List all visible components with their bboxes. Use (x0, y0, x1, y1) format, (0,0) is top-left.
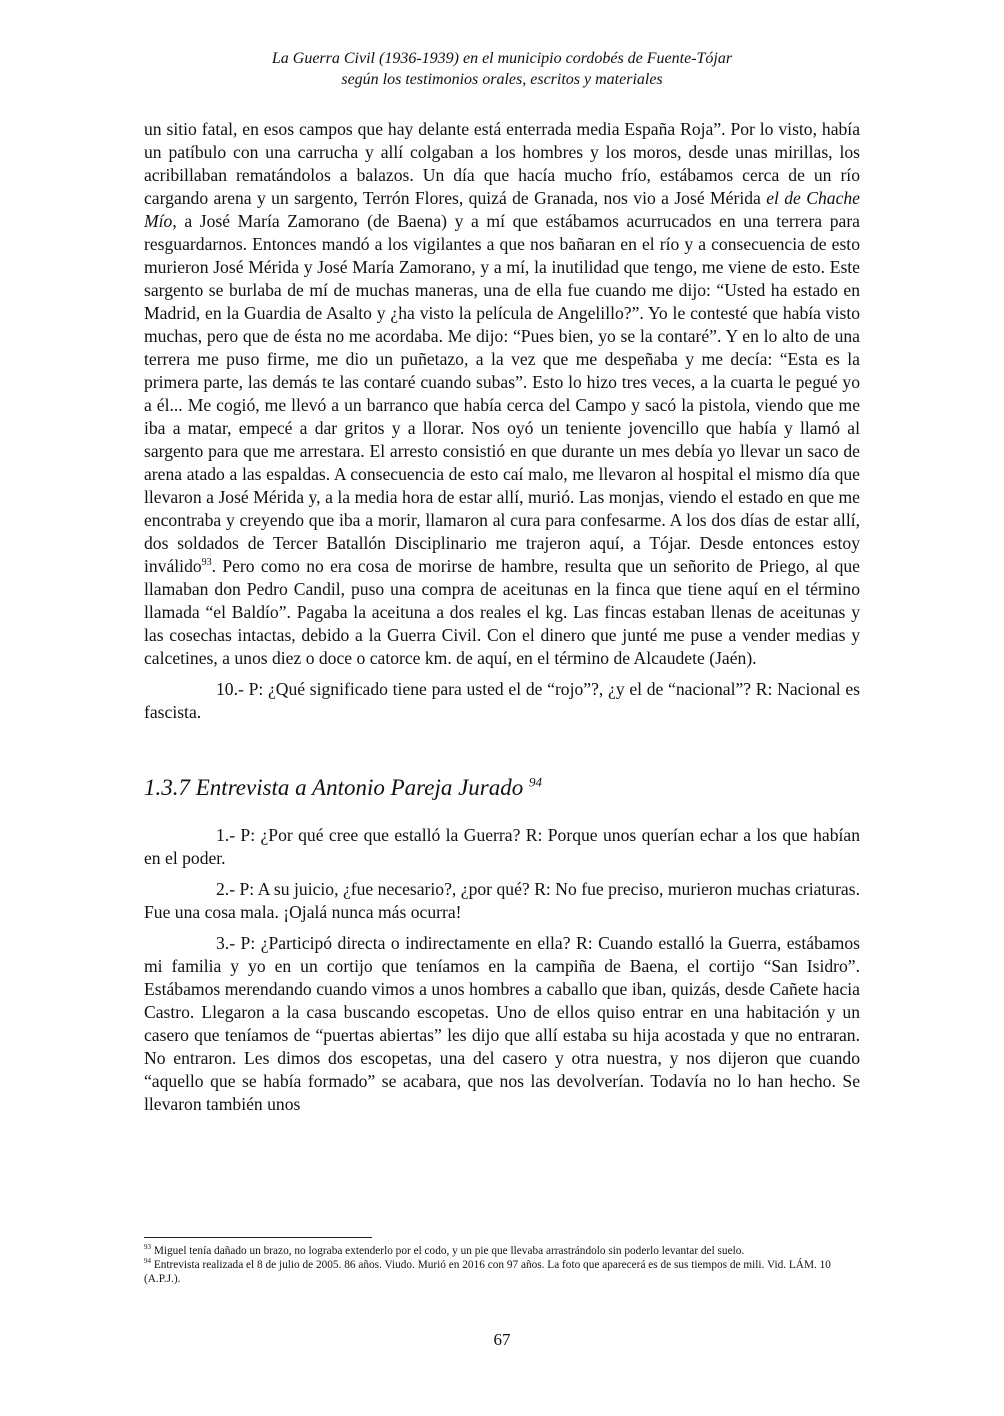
nickname-italic: el de Chache Mío (144, 188, 860, 231)
question-3: 3.- P: ¿Participó directa o indirectamente en ella? R: Cuando estalló la Guerra, estábamos mi familia y yo en un cortijo que teníamos en la campiña de Baena, el cortijo “San Isidro”. Estábamos merendando cuando vimos a unos hombres a caballo que iban, quizás, desde Cañete hacia Castro. Llegaron a la casa buscando escopetas. Uno de ellos quiso entrar en una habitación y un casero que teníamos de “puertas abiertas” les dijo que allí estaba su hija acostada y que no entraran. No entraron. Les dimos dos escopetas, una del casero y otra nuestra, y nos dijeron que cuando “aquello que se había formado” se acabara, que nos las devolverían. Todavía no lo han hecho. Se llevaron también unos (144, 933, 860, 1114)
interview-paragraph (144, 118, 860, 670)
running-header (0, 48, 1004, 90)
footnotes (144, 1244, 860, 1286)
question-2: 2.- P: A su juicio, ¿fue necesario?, ¿por qué? R: No fue preciso, murieron muchas criaturas. Fue una cosa mala. ¡Ojalá nunca más ocurra! (144, 879, 860, 922)
footnote-text: Entrevista realizada el 8 de julio de 2005. 86 años. Viudo. Murió en 2016 con 97 años. La foto que aparecerá es de sus tiempos de mili. Vid. LÁM. 10 (A.P.J.). (144, 1259, 831, 1285)
page-body (144, 118, 860, 1116)
paragraph-text-part2: , a José María Zamorano (de Baena) y a mí que estábamos acurrucados en una terrera para resguardarnos. Entonces mandó a los vigilantes a que nos bañaran en el río y a consecuencia de esto murieron José Mérida y José María Zamorano, y a mí, la inutilidad que tengo, me viene de esto. Este sargento se burlaba de mí de muchas maneras, una de ella fue cuando me dijo: “Usted ha estado en Madrid, en la Guardia de Asalto y ¿ha visto la película de Angelillo?”. Yo le contesté que había visto muchas, pero que de ésta no me acordaba. Me dijo: “Pues bien, yo se la contaré”. Y en lo alto de una terrera me puso firme, me dio un puñetazo, a la vez que me despeñaba y me decía: “Esta es la primera parte, las demás te las contaré cuando subas”. Esto lo hizo tres veces, a la cuarta le pegué yo a él... Me cogió, me llevó a un barranco que había cerca del Campo y sacó la pistola, viendo que me iba a matar, empecé a dar gritos y a llorar. Nos oyó un teniente jovencillo que había y llamó al sargento para que me arrestara. El arresto consistió en que durante un mes debía yo llevar un saco de arena atado a las espaldas. A consecuencia de esto caí malo, me llevaron al hospital el mismo día que llevaron a José Mérida y, a la media hora de estar allí, murió. Las monjas, viendo el estado en que me encontraba y creyendo que iba a morir, llamaron al cura para confesarme. A los dos días de estar allí, dos soldados de Tercer Batallón Disciplinario me trajeron aquí, a Tójar. Desde entonces estoy inválido (144, 211, 860, 576)
paragraph-text-part3: . Pero como no era cosa de morirse de hambre, resulta que un señorito de Priego, al que llamaban don Pedro Candil, puso una compra de aceitunas en la finca que tiene aquí en el término llamada “el Baldío”. Pagaba la aceituna a dos reales el kg. Las fincas estaban llenas de aceitunas y las cosechas intactas, debido a la Guerra Civil. Con el dinero que junté me puse a vender medias y calcetines, a unos diez o doce o catorce km. de aquí, en el término de Alcaudete (Jaén). (144, 556, 860, 668)
footnote-94 (144, 1258, 860, 1286)
header-title-line2: según los testimonios orales, escritos y materiales (341, 71, 663, 88)
footnote-number: 94 (144, 1257, 151, 1266)
footnote-93 (144, 1244, 860, 1258)
section-heading-text: 1.3.7 Entrevista a Antonio Pareja Jurado (144, 775, 524, 800)
question-10: 10.- P: ¿Qué significado tiene para usted el de “rojo”?, ¿y el de “nacional”? R: Nacional es fascista. (144, 679, 860, 722)
header-title-line1: La Guerra Civil (1936-1939) en el municipio cordobés de Fuente-Tójar (271, 50, 733, 67)
footnote-text: Miguel tenía dañado un brazo, no lograba extenderlo por el codo, y un pie que llevaba arrastrándolo sin poderlo levantar del suelo. (151, 1245, 745, 1257)
footnote-divider (144, 1237, 372, 1238)
question-1: 1.- P: ¿Por qué cree que estalló la Guerra? R: Porque unos querían echar a los que habían en el poder. (144, 825, 860, 868)
footnote-ref-94[interactable]: 94 (529, 774, 543, 790)
section-heading (144, 774, 860, 802)
paragraph-text-part1: un sitio fatal, en esos campos que hay delante está enterrada media España Roja”. Por lo visto, había un patíbulo con una carrucha y allí colgaban a los hombres y los moros, desde unas mirillas, los acribillaban rematándolos a balazos. Un día que hacía mucho frío, estábamos cerca de un río cargando arena y un sargento, Terrón Flores, quizá de Granada, nos vio a José Mérida (144, 119, 860, 208)
footnote-number: 93 (144, 1243, 151, 1252)
page-number: 67 (493, 1330, 511, 1349)
footnote-ref-93[interactable]: 93 (201, 557, 212, 569)
